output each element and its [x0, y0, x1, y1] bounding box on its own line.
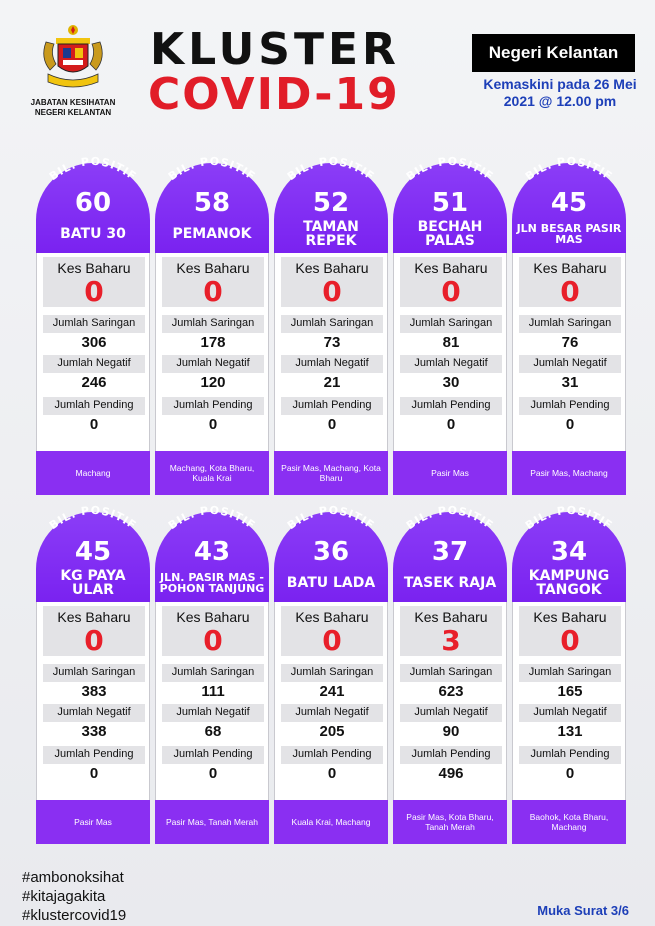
- negative-row: [162, 355, 264, 393]
- card-body: [36, 253, 150, 451]
- card-header: [36, 503, 150, 602]
- hashtag: #ambonoksihat: [22, 869, 124, 886]
- svg-text:BIL. POSITIF: BIL. POSITIF: [165, 154, 259, 184]
- screening-value: 241: [319, 683, 345, 700]
- district-list: Pasir Mas: [36, 800, 150, 844]
- screening-row: [43, 315, 145, 353]
- pending-label: Jumlah Pending: [411, 748, 491, 760]
- new-cases-label: Kes Baharu: [533, 609, 607, 625]
- negative-row: [400, 704, 502, 742]
- new-cases-value: 0: [84, 275, 104, 308]
- new-cases-box: [43, 257, 145, 307]
- positive-count: 60: [74, 188, 112, 218]
- cluster-name: JLN. PASIR MAS - POHON TANJUNG: [159, 571, 265, 595]
- new-cases-value: 0: [560, 624, 580, 657]
- negative-value: 205: [319, 723, 345, 740]
- screening-row: [519, 315, 621, 353]
- negative-row: [281, 355, 383, 393]
- card-body: [36, 602, 150, 800]
- svg-text:BIL. POSITIF: BIL. POSITIF: [522, 154, 616, 184]
- cluster-name: JLN BESAR PASIR MAS: [516, 222, 622, 246]
- coat-of-arms-icon: [38, 24, 108, 96]
- negative-label: Jumlah Negatif: [295, 706, 369, 718]
- new-cases-label: Kes Baharu: [295, 260, 369, 276]
- svg-text:BIL. POSITIF: BIL. POSITIF: [165, 503, 259, 533]
- state-badge: Negeri Kelantan: [472, 34, 635, 72]
- screening-row: [43, 664, 145, 702]
- new-cases-box: [162, 606, 264, 656]
- pending-row: [162, 397, 264, 435]
- positive-arc-label: [512, 151, 626, 191]
- negative-value: 131: [557, 723, 583, 740]
- new-cases-value: 0: [322, 624, 342, 657]
- svg-text:BIL. POSITIF: BIL. POSITIF: [403, 154, 497, 184]
- screening-row: [400, 664, 502, 702]
- pending-label: Jumlah Pending: [411, 399, 491, 411]
- new-cases-value: 0: [322, 275, 342, 308]
- positive-arc-label: [274, 151, 388, 191]
- svg-text:BIL. POSITIF: BIL. POSITIF: [46, 503, 140, 533]
- screening-value: 383: [81, 683, 107, 700]
- svg-text:BIL. POSITIF: BIL. POSITIF: [284, 503, 378, 533]
- pending-row: [281, 397, 383, 435]
- positive-count: 34: [550, 537, 588, 567]
- new-cases-label: Kes Baharu: [533, 260, 607, 276]
- pending-label: Jumlah Pending: [292, 399, 372, 411]
- positive-count: 43: [193, 537, 231, 567]
- new-cases-label: Kes Baharu: [295, 609, 369, 625]
- screening-row: [281, 315, 383, 353]
- district-list: Machang, Kota Bharu, Kuala Krai: [155, 451, 269, 495]
- title-kluster: KLUSTER: [150, 24, 400, 75]
- pending-label: Jumlah Pending: [530, 399, 610, 411]
- card-header: [274, 154, 388, 253]
- svg-text:BIL. POSITIF: BIL. POSITIF: [46, 154, 140, 184]
- new-cases-label: Kes Baharu: [57, 609, 131, 625]
- screening-row: [162, 315, 264, 353]
- pending-value: 0: [208, 765, 218, 782]
- screening-value: 111: [201, 683, 225, 700]
- negative-row: [43, 355, 145, 393]
- new-cases-box: [519, 606, 621, 656]
- screening-label: Jumlah Saringan: [528, 666, 612, 678]
- screening-value: 165: [557, 683, 583, 700]
- new-cases-box: [43, 606, 145, 656]
- positive-count: 45: [74, 537, 112, 567]
- new-cases-value: 0: [84, 624, 104, 657]
- negative-value: 68: [204, 723, 222, 740]
- positive-arc-label: [36, 151, 150, 191]
- screening-label: Jumlah Saringan: [171, 317, 255, 329]
- positive-count: 36: [312, 537, 350, 567]
- pending-row: [43, 746, 145, 784]
- pending-value: 0: [327, 416, 337, 433]
- card-body: [155, 602, 269, 800]
- screening-label: Jumlah Saringan: [290, 317, 374, 329]
- positive-arc-label: [393, 500, 507, 540]
- new-cases-value: 0: [441, 275, 461, 308]
- pending-value: 0: [208, 416, 218, 433]
- hashtag: #klustercovid19: [22, 907, 127, 924]
- hashtag-list: [22, 868, 126, 925]
- pending-row: [43, 397, 145, 435]
- pending-row: [519, 746, 621, 784]
- card-body: [512, 602, 626, 800]
- negative-row: [162, 704, 264, 742]
- pending-label: Jumlah Pending: [54, 399, 134, 411]
- screening-row: [162, 664, 264, 702]
- card-header: [155, 503, 269, 602]
- screening-row: [400, 315, 502, 353]
- pending-row: [519, 397, 621, 435]
- negative-label: Jumlah Negatif: [414, 357, 488, 369]
- pending-value: 0: [89, 765, 99, 782]
- cluster-name: BATU LADA: [286, 575, 376, 591]
- card-body: [393, 602, 507, 800]
- screening-row: [281, 664, 383, 702]
- negative-value: 21: [323, 374, 341, 391]
- pending-label: Jumlah Pending: [530, 748, 610, 760]
- negative-label: Jumlah Negatif: [533, 357, 607, 369]
- district-list: Pasir Mas: [393, 451, 507, 495]
- screening-label: Jumlah Saringan: [528, 317, 612, 329]
- new-cases-label: Kes Baharu: [176, 260, 250, 276]
- positive-arc-label: [155, 500, 269, 540]
- positive-arc-label: [36, 500, 150, 540]
- card-header: [393, 154, 507, 253]
- screening-row: [519, 664, 621, 702]
- screening-value: 73: [323, 334, 341, 351]
- pending-label: Jumlah Pending: [292, 748, 372, 760]
- negative-row: [519, 355, 621, 393]
- svg-text:BIL. POSITIF: BIL. POSITIF: [284, 154, 378, 184]
- positive-arc-label: [155, 151, 269, 191]
- district-list: Pasir Mas, Tanah Merah: [155, 800, 269, 844]
- screening-label: Jumlah Saringan: [409, 317, 493, 329]
- negative-row: [43, 704, 145, 742]
- new-cases-label: Kes Baharu: [414, 260, 488, 276]
- card-header: [512, 503, 626, 602]
- pending-row: [400, 397, 502, 435]
- card-body: [274, 602, 388, 800]
- screening-label: Jumlah Saringan: [290, 666, 374, 678]
- positive-count: 58: [193, 188, 231, 218]
- district-list: Pasir Mas, Machang, Kota Bharu: [274, 451, 388, 495]
- cluster-name: TASEK RAJA: [403, 575, 497, 591]
- cluster-name: PEMANOK: [172, 226, 252, 242]
- pending-label: Jumlah Pending: [173, 748, 253, 760]
- district-list: Machang: [36, 451, 150, 495]
- update-timestamp: Kemaskini pada 26 Mei 2021 @ 12.00 pm: [483, 76, 637, 109]
- screening-value: 306: [81, 334, 107, 351]
- new-cases-box: [281, 606, 383, 656]
- card-header: [155, 154, 269, 253]
- new-cases-value: 3: [441, 624, 461, 657]
- screening-label: Jumlah Saringan: [409, 666, 493, 678]
- positive-arc-label: [393, 151, 507, 191]
- screening-label: Jumlah Saringan: [52, 317, 136, 329]
- screening-value: 623: [438, 683, 464, 700]
- card-body: [155, 253, 269, 451]
- new-cases-box: [400, 606, 502, 656]
- negative-row: [519, 704, 621, 742]
- screening-label: Jumlah Saringan: [171, 666, 255, 678]
- screening-value: 178: [200, 334, 226, 351]
- department-name: JABATAN KESIHATAN NEGERI KELANTAN: [30, 98, 116, 117]
- district-list: Kuala Krai, Machang: [274, 800, 388, 844]
- negative-label: Jumlah Negatif: [57, 357, 131, 369]
- cluster-name: KG PAYA ULAR: [60, 568, 126, 598]
- negative-row: [400, 355, 502, 393]
- new-cases-label: Kes Baharu: [414, 609, 488, 625]
- cluster-name: KAMPUNG TANGOK: [528, 568, 610, 598]
- new-cases-box: [519, 257, 621, 307]
- screening-value: 76: [561, 334, 579, 351]
- pending-value: 0: [565, 416, 575, 433]
- positive-count: 45: [550, 188, 588, 218]
- page-number: Muka Surat 3/6: [537, 903, 629, 918]
- negative-value: 31: [561, 374, 579, 391]
- pending-value: 0: [446, 416, 456, 433]
- new-cases-label: Kes Baharu: [176, 609, 250, 625]
- negative-value: 30: [442, 374, 460, 391]
- card-header: [274, 503, 388, 602]
- svg-text:BIL. POSITIF: BIL. POSITIF: [403, 503, 497, 533]
- pending-label: Jumlah Pending: [54, 748, 134, 760]
- screening-label: Jumlah Saringan: [52, 666, 136, 678]
- screening-value: 81: [442, 334, 460, 351]
- jkn-crest: [18, 24, 128, 118]
- positive-count: 37: [431, 537, 469, 567]
- negative-label: Jumlah Negatif: [414, 706, 488, 718]
- negative-value: 338: [81, 723, 107, 740]
- card-body: [512, 253, 626, 451]
- card-header: [393, 503, 507, 602]
- pending-row: [281, 746, 383, 784]
- negative-label: Jumlah Negatif: [295, 357, 369, 369]
- positive-arc-label: [512, 500, 626, 540]
- positive-arc-label: [274, 500, 388, 540]
- district-list: Baohok, Kota Bharu, Machang: [512, 800, 626, 844]
- negative-value: 90: [442, 723, 460, 740]
- pending-row: [162, 746, 264, 784]
- pending-value: 0: [89, 416, 99, 433]
- card-body: [274, 253, 388, 451]
- new-cases-box: [281, 257, 383, 307]
- new-cases-value: 0: [203, 624, 223, 657]
- negative-row: [281, 704, 383, 742]
- pending-row: [400, 746, 502, 784]
- new-cases-box: [400, 257, 502, 307]
- new-cases-value: 0: [203, 275, 223, 308]
- negative-label: Jumlah Negatif: [176, 357, 250, 369]
- new-cases-label: Kes Baharu: [57, 260, 131, 276]
- new-cases-box: [162, 257, 264, 307]
- title-covid: COVID-19: [148, 69, 400, 120]
- card-body: [393, 253, 507, 451]
- new-cases-value: 0: [560, 275, 580, 308]
- cluster-name: BATU 30: [60, 226, 126, 242]
- cluster-name: TAMAN REPEK: [303, 219, 359, 249]
- card-header: [512, 154, 626, 253]
- negative-value: 246: [81, 374, 107, 391]
- svg-text:BIL. POSITIF: BIL. POSITIF: [522, 503, 616, 533]
- negative-label: Jumlah Negatif: [176, 706, 250, 718]
- negative-label: Jumlah Negatif: [533, 706, 607, 718]
- pending-value: 0: [327, 765, 337, 782]
- negative-value: 120: [200, 374, 226, 391]
- positive-count: 52: [312, 188, 350, 218]
- card-header: [36, 154, 150, 253]
- negative-label: Jumlah Negatif: [57, 706, 131, 718]
- pending-value: 496: [438, 765, 464, 782]
- district-list: Pasir Mas, Kota Bharu, Tanah Merah: [393, 800, 507, 844]
- cluster-name: BECHAH PALAS: [417, 219, 483, 249]
- positive-count: 51: [431, 188, 469, 218]
- pending-label: Jumlah Pending: [173, 399, 253, 411]
- pending-value: 0: [565, 765, 575, 782]
- hashtag: #kitajagakita: [22, 888, 106, 905]
- district-list: Pasir Mas, Machang: [512, 451, 626, 495]
